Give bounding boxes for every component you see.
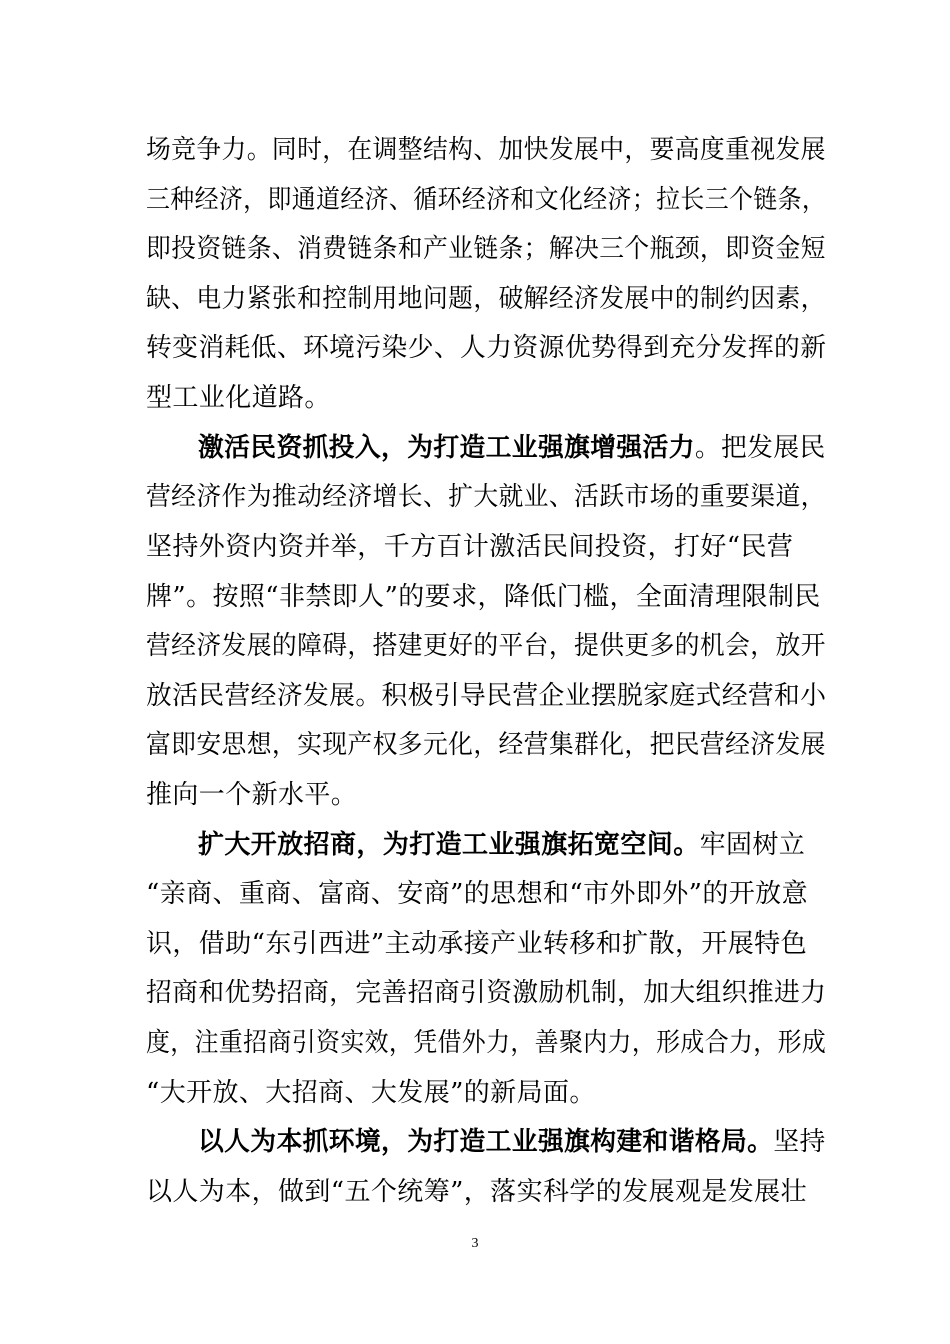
paragraph-heading-line: 激活民资抓投入，为打造工业强旗增强活力。把发展民 [198, 433, 826, 463]
paragraph-heading: 以人为本抓环境，为打造工业强旗构建和谐格局。 [198, 1127, 774, 1157]
text-line: 即投资链条、消费链条和产业链条；解决三个瓶颈，即资金短 [146, 234, 826, 264]
text-line: 推向一个新水平。 [146, 780, 358, 810]
text-line: 营经济发展的障碍，搭建更好的平台，提供更多的机会，放开 [146, 631, 826, 661]
paragraph-heading-line: 扩大开放招商，为打造工业强旗拓宽空间。牢固树立 [198, 830, 806, 860]
text-line: 以人为本，做到“五个统筹”，落实科学的发展观是发展壮 [146, 1177, 807, 1207]
text-line: 转变消耗低、环境污染少、人力资源优势得到充分发挥的新 [146, 333, 827, 363]
paragraph-heading: 扩大开放招商，为打造工业强旗拓宽空间。 [198, 830, 700, 860]
page-number: 3 [471, 1236, 479, 1251]
text-line: 识，借助“东引西进”主动承接产业转移和扩散，开展特色 [146, 929, 807, 959]
text-line: 三种经济，即通道经济、循环经济和文化经济；拉长三个链条， [146, 185, 827, 215]
text-line: 度，注重招商引资实效，凭借外力，善聚内力，形成合力，形成 [146, 1028, 827, 1058]
text-line: 放活民营经济发展。积极引导民营企业摆脱家庭式经营和小 [146, 681, 827, 711]
text-line: 招商和优势招商，完善招商引资激励机制，加大组织推进力 [146, 978, 827, 1008]
text-line: 场竞争力。同时，在调整结构、加快发展中，要高度重视发展 [146, 135, 826, 165]
text-line: “大开放、大招商、大发展”的新局面。 [146, 1078, 596, 1108]
paragraph-heading: 激活民资抓投入，为打造工业强旗增强活力 [198, 433, 695, 463]
text-line: 牌”。按照“非禁即人”的要求，降低门槛，全面清理限制民 [146, 582, 821, 612]
text-line: 型工业化道路。 [146, 383, 331, 413]
text-line: “亲商、重商、富商、安商”的思想和“市外即外”的开放意 [146, 879, 808, 909]
text-line: 缺、电力紧张和控制用地问题，破解经济发展中的制约因素， [146, 284, 826, 314]
text-line: 坚持外资内资并举，千方百计激活民间投资，打好“民营 [146, 532, 794, 562]
paragraph-heading-line: 以人为本抓环境，为打造工业强旗构建和谐格局。坚持 [198, 1127, 826, 1157]
text-line: 营经济作为推动经济增长、扩大就业、活跃市场的重要渠道， [146, 482, 826, 512]
text-line: 富即安思想，实现产权多元化，经营集群化，把民营经济发展 [146, 730, 826, 760]
